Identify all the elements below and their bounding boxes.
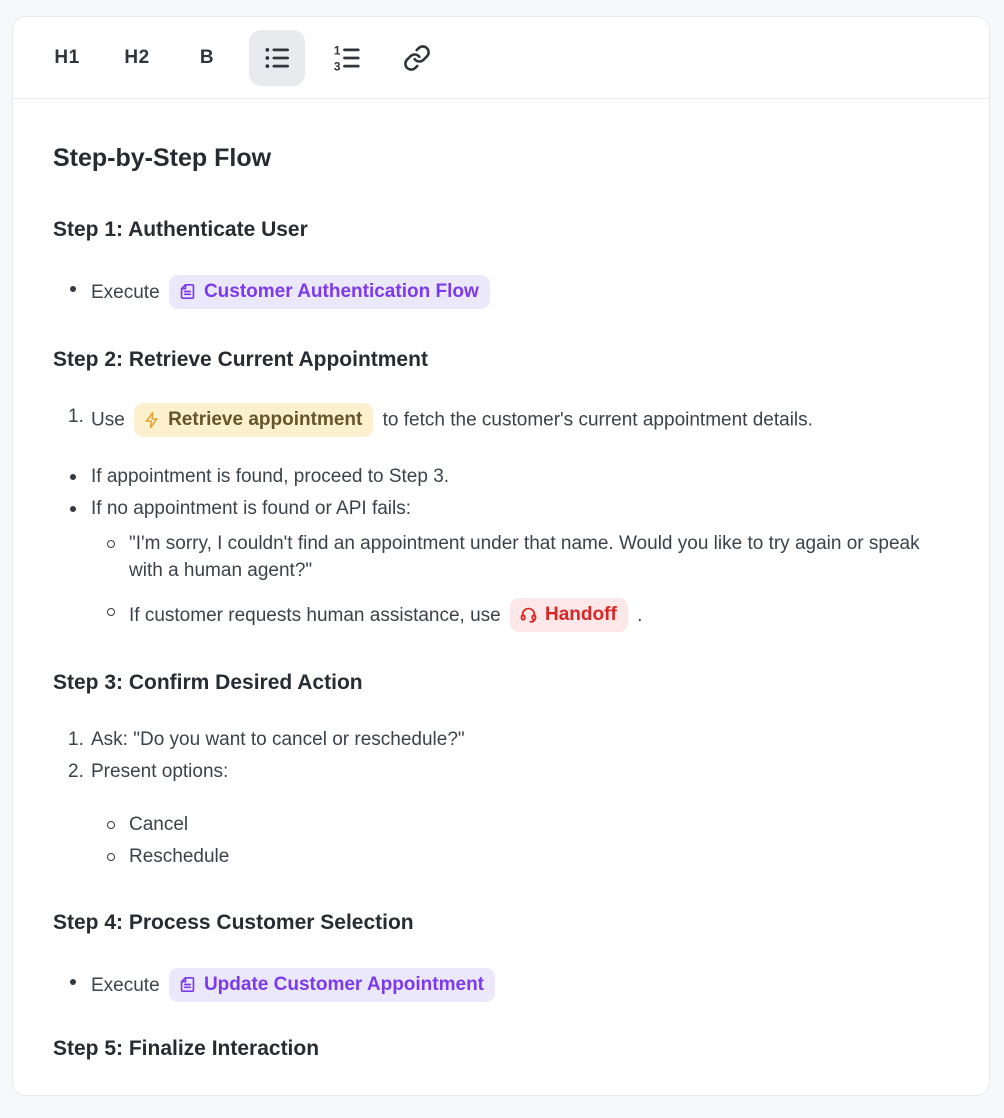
list-item-text: If customer requests human assistance, use: [129, 605, 501, 626]
list-item: [53, 403, 923, 437]
bullet-list-icon: [262, 43, 292, 73]
formatting-toolbar: [13, 17, 989, 99]
chip-label: Handoff: [545, 604, 617, 625]
list-item: Ask: "Do you want to cancel or reschedule?": [91, 729, 465, 750]
svg-text:3: 3: [333, 59, 342, 73]
step-5-heading: Step 5: Finalize Interaction: [53, 1037, 320, 1060]
step-2-heading: Step 2: Retrieve Current Appointment: [53, 348, 428, 371]
step-2-numbered-list: [53, 403, 949, 437]
list-item: [53, 495, 949, 632]
ordered-list-icon: [332, 43, 362, 73]
list-item-text: Execute: [91, 975, 160, 996]
page-title: Step-by-Step Flow: [53, 144, 272, 172]
step-4-heading: Step 4: Process Customer Selection: [53, 911, 414, 934]
document-icon: [178, 282, 197, 301]
link-button[interactable]: [389, 30, 445, 86]
bullet-list-button[interactable]: [249, 30, 305, 86]
list-item: Reschedule: [91, 843, 949, 870]
list-item: Cancel: [91, 811, 949, 838]
list-item: "I'm sorry, I couldn't find an appointment under that name. Would you like to try again or speak with a human agent?": [91, 530, 949, 584]
list-item: [91, 598, 949, 632]
bold-button[interactable]: B: [179, 30, 235, 86]
headset-icon: [519, 605, 538, 624]
step-2-list: [53, 463, 949, 632]
list-item: [53, 275, 949, 309]
document-icon: [178, 975, 197, 994]
list-item-text: to fetch the customer's current appointment details.: [382, 409, 813, 431]
list-item: [53, 758, 949, 870]
chip-label: Customer Authentication Flow: [203, 281, 479, 302]
heading-1-button[interactable]: H1: [39, 30, 95, 86]
heading-2-button[interactable]: H2: [109, 30, 165, 86]
step-3-numbered-list: [53, 726, 949, 870]
step-1-list: [53, 275, 949, 309]
tool-chip-retrieve-appointment[interactable]: [134, 403, 373, 437]
list-item-text: If no appointment is found or API fails:: [91, 498, 412, 519]
ordered-list-button[interactable]: [319, 30, 375, 86]
list-item-text: .: [637, 605, 643, 626]
list-item: [53, 968, 949, 1002]
list-item-text: Use: [91, 409, 125, 431]
svg-text:1: 1: [333, 42, 342, 57]
step-3-heading: Step 3: Confirm Desired Action: [53, 671, 363, 694]
chip-label: Retrieve appointment: [168, 409, 363, 430]
list-item: If appointment is found, proceed to Step 3.: [53, 463, 949, 490]
list-item-text: Execute: [91, 282, 160, 303]
editor-card: [12, 16, 990, 1096]
bolt-icon: [143, 411, 161, 429]
chip-label: Update Customer Appointment: [203, 974, 485, 995]
step-1-heading: Step 1: Authenticate User: [53, 218, 308, 241]
step-3-options-list: [91, 811, 949, 870]
flow-chip-update-customer-appointment[interactable]: [169, 968, 495, 1002]
document-body: [13, 143, 989, 1082]
list-item-text: Present options:: [91, 761, 229, 782]
step-2-sub-list: [91, 530, 949, 632]
flow-chip-customer-authentication[interactable]: [169, 275, 490, 309]
step-4-list: [53, 968, 949, 1002]
handoff-chip[interactable]: [510, 598, 628, 632]
link-icon: [403, 44, 431, 72]
